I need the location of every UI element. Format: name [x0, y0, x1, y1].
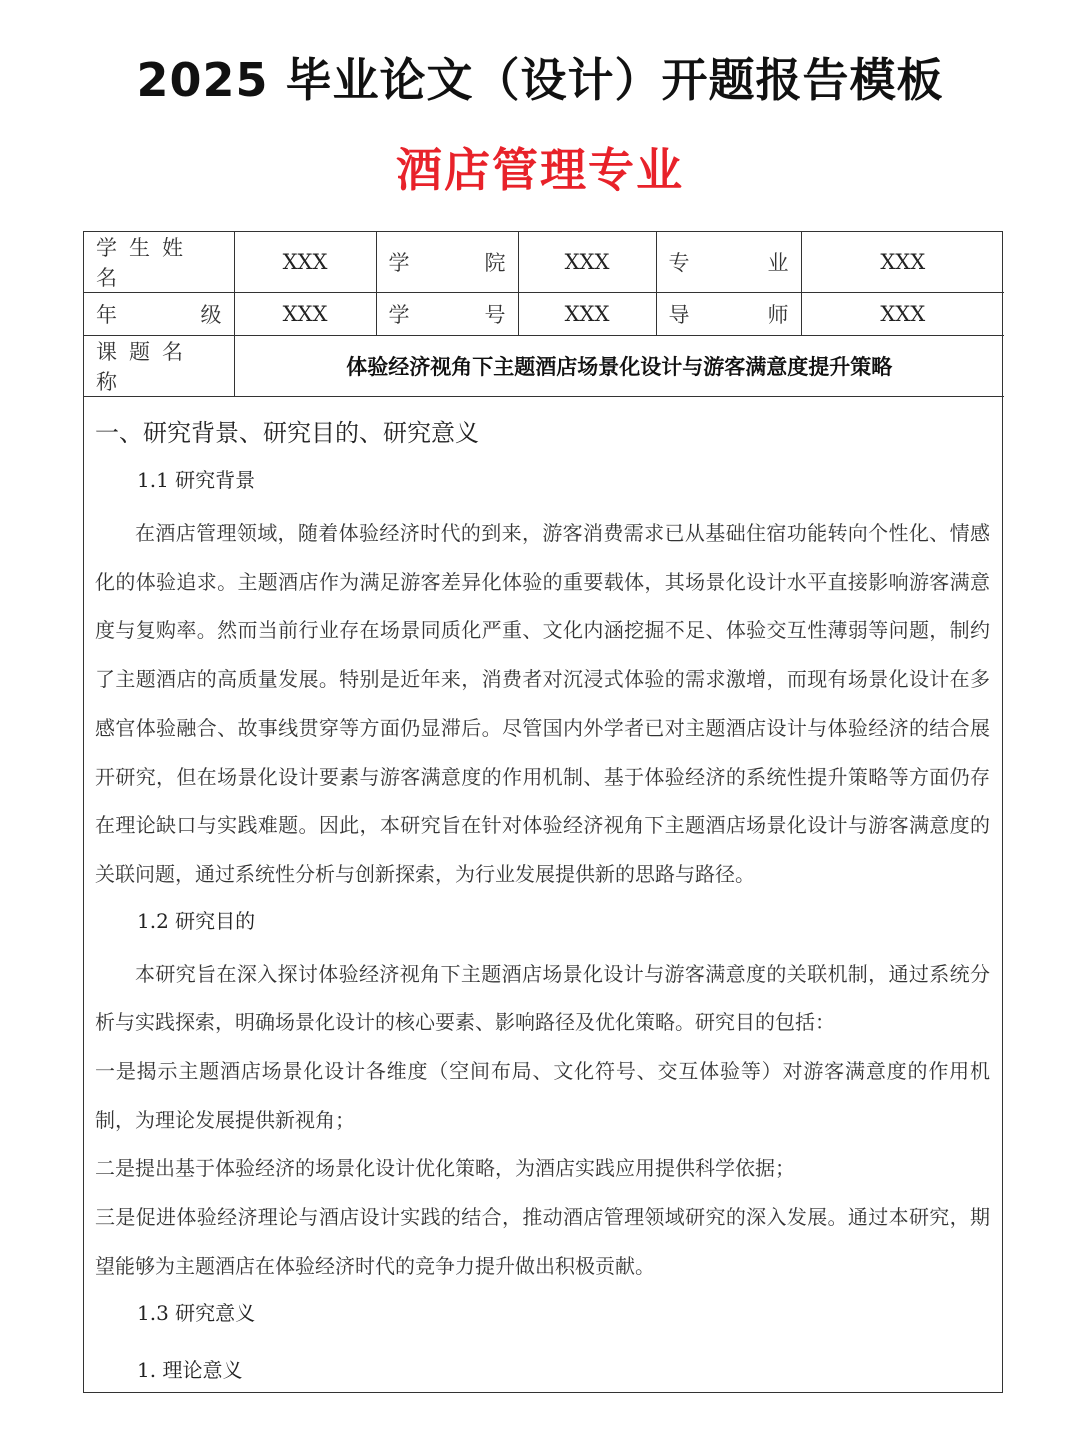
- subheading-theoretical: 1. 理论意义: [137, 1357, 243, 1382]
- topic-label: 课题名称: [84, 336, 234, 397]
- purpose-paragraph: 本研究旨在深入探讨体验经济视角下主题酒店场景化设计与游客满意度的关联机制，通过系统分析与实践探索，明确场景化设计的核心要素、影响路径及优化策略。研究目的包括：: [95, 961, 990, 1035]
- section-heading: 一、研究背景、研究目的、研究意义: [95, 419, 479, 447]
- student-info-table: [84, 232, 1004, 397]
- goal-1: 一是揭示主题酒店场景化设计各维度（空间布局、文化符号、交互体验等）对游客满意度的作用机制，为理论发展提供新视角；: [95, 1059, 990, 1132]
- student-id-label: 学 号: [376, 293, 518, 336]
- grade-value: XXX: [234, 293, 376, 336]
- advisor-label: 导 师: [656, 293, 801, 336]
- student-id-value: XXX: [518, 293, 656, 336]
- name-label: 学生姓名: [84, 232, 234, 293]
- topic-value: 体验经济视角下主题酒店场景化设计与游客满意度提升策略: [234, 336, 1004, 397]
- goal-3: 三是促进体验经济理论与酒店设计实践的结合，推动酒店管理领域研究的深入发展。通过本研究，期望能够为主题酒店在体验经济时代的竞争力提升做出积极贡献。: [95, 1205, 990, 1278]
- subheading-significance: 1.3 研究意义: [137, 1300, 256, 1325]
- subheading-purpose: 1.2 研究目的: [137, 908, 256, 933]
- college-label: 学 院: [376, 232, 518, 293]
- document-title: 2025 毕业论文（设计）开题报告模板: [136, 53, 944, 107]
- subheading-background: 1.1 研究背景: [137, 468, 256, 492]
- grade-label: 年 级: [84, 293, 234, 336]
- advisor-value: XXX: [801, 293, 1004, 336]
- major-subtitle: 酒店管理专业: [396, 143, 684, 197]
- college-value: XXX: [518, 232, 656, 293]
- report-form: [83, 231, 1003, 1393]
- name-value: XXX: [234, 232, 376, 293]
- section-content: [84, 397, 1002, 1383]
- background-paragraph: 在酒店管理领域，随着体验经济时代的到来，游客消费需求已从基础住宿功能转向个性化、情感化的体验追求。主题酒店作为满足游客差异化体验的重要载体，其场景化设计水平直接影响游客满意度与复购率。然而当前行业存在场景同质化严重、文化内涵挖掘不足、体验交互性薄弱等问题，制约了主题酒店的高质量发展。特别是近年来，消费者对沉浸式体验的需求激增，而现有场景化设计在多感官体验融合、故事线贯穿等方面仍显滞后。尽管国内外学者已对主题酒店设计与体验经济的结合展开研究，但在场景化设计要素与游客满意度的作用机制、基于体验经济的系统性提升策略等方面仍存在理论缺口与实践难题。因此，本研究旨在针对体验经济视角下主题酒店场景化设计与游客满意度的关联问题，通过系统性分析与创新探索，为行业发展提供新的思路与路径。: [95, 521, 990, 886]
- major-value: XXX: [801, 232, 1004, 293]
- major-label: 专 业: [656, 232, 801, 293]
- goal-2: 二是提出基于体验经济的场景化设计优化策略，为酒店实践应用提供科学依据；: [95, 1156, 795, 1181]
